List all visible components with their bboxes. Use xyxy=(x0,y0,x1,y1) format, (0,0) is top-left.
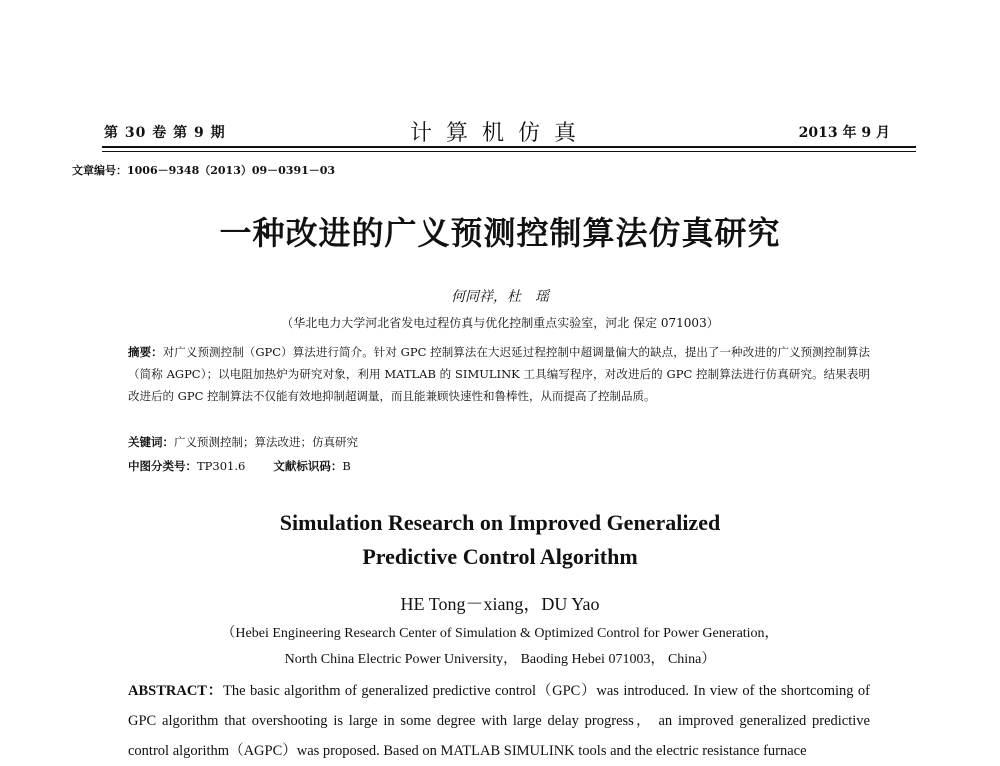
header-journal-name: 计算机仿真 xyxy=(409,121,590,146)
chinese-keywords xyxy=(128,434,870,450)
english-affiliation-line1: （Hebei Engineering Research Center of Simulation & Optimized Control for Power Generation， xyxy=(221,626,779,641)
english-abstract-text: The basic algorithm of generalized predictive control（GPC）was introduced. In view of the shortcoming of GPC algorithm that overshooting is large in some degree with large delay progress， an improved generalized predictive control algorithm（AGPC）was proposed. Based on MATLAB SIMULINK tools and the electric resistance furnace xyxy=(128,683,870,759)
chinese-abstract-label: 摘要： xyxy=(128,345,163,359)
keywords-text: 广义预测控制；算法改进；仿真研究 xyxy=(174,435,358,449)
english-authors: HE Tong－xiang，DU Yao xyxy=(400,594,600,614)
english-abstract xyxy=(128,676,870,766)
chinese-authors: 何同祥，杜 瑶 xyxy=(451,289,549,305)
keywords-label: 关键词： xyxy=(128,435,174,449)
doc-code-label: 文献标识码： xyxy=(273,459,343,473)
article-id-value: 1006－9348（2013）09－0391－03 xyxy=(127,164,336,177)
header-volume-issue: 第 30 卷 第 9 期 xyxy=(104,125,226,141)
article-id xyxy=(72,162,335,178)
english-title-line1: Simulation Research on Improved Generalized xyxy=(279,510,721,535)
english-affiliation xyxy=(0,621,1000,673)
classification-line xyxy=(128,458,870,474)
chinese-abstract xyxy=(128,341,870,407)
clc-label: 中图分类号： xyxy=(128,459,197,473)
english-affiliation-line2: North China Electric Power University， Baoding Hebei 071003， China） xyxy=(284,652,716,667)
header-date: 2013 年 9 月 xyxy=(798,125,890,141)
english-title xyxy=(0,506,1000,574)
chinese-title: 一种改进的广义预测控制算法仿真研究 xyxy=(219,214,781,252)
english-title-line2: Predictive Control Algorithm xyxy=(362,544,638,569)
chinese-abstract-text: 对广义预测控制（GPC）算法进行简介。针对 GPC 控制算法在大迟延过程控制中超调量偏大的缺点，提出了一种改进的广义预测控制算法（简称 AGPC）；以电阻加热炉为研究对象，利用 MATLAB 的 SIMULINK 工具编写程序，对改进后的 GPC 控制算法进行仿真研究。结果表明改进后的 GPC 控制算法不仅能有效地抑制超调量，而且能兼顾快速性和鲁棒性，从而提高了控制品质。 xyxy=(128,345,870,403)
header-rule-thick xyxy=(102,146,916,148)
english-abstract-label: ABSTRACT： xyxy=(128,683,224,699)
doc-code-value: B xyxy=(342,459,351,473)
header-rule-thin xyxy=(102,151,916,152)
chinese-affiliation: （华北电力大学河北省发电过程仿真与优化控制重点实验室，河北 保定 071003） xyxy=(281,316,719,330)
article-id-label: 文章编号： xyxy=(72,164,127,177)
clc-value: TP301.6 xyxy=(197,459,246,473)
